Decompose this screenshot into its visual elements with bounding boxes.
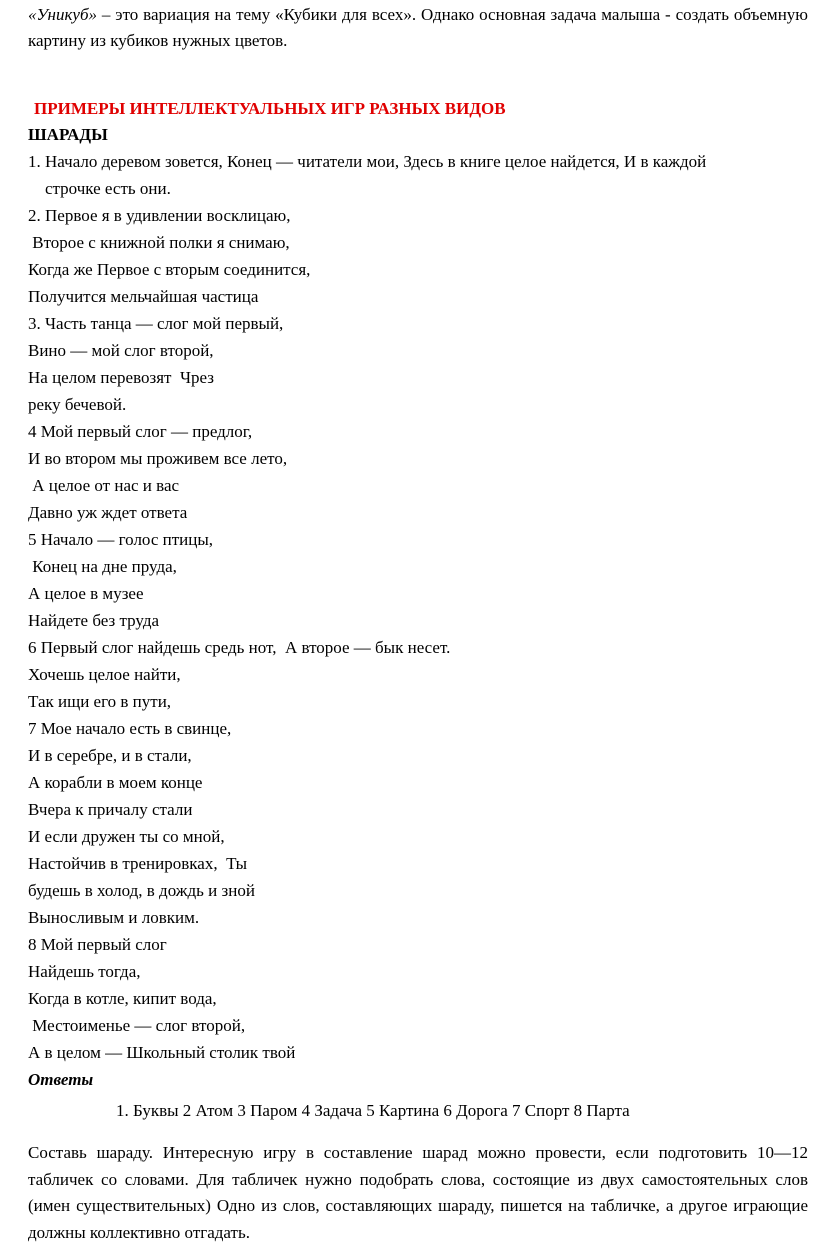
- charade-line: 6 Первый слог найдешь средь нот, А второе — бык несет.: [28, 638, 451, 657]
- charade-line: будешь в холод, в дождь и зной: [28, 881, 255, 900]
- intro-italic-title: «Уникуб»: [28, 5, 97, 24]
- charade-line: Настойчив в тренировках, Ты: [28, 854, 248, 873]
- charade-1: [28, 148, 808, 202]
- charade-1-first-line: 1. Начало деревом зовется, Конец — читатели мои, Здесь в книге целое найдется, И в каждой: [28, 152, 707, 171]
- charade-line: реку бечевой.: [28, 395, 127, 414]
- charade-line: А целое от нас и вас: [28, 476, 180, 495]
- final-paragraph: Составь шараду. Интересную игру в составление шарад можно провести, если подготовить 10—12 табличек со словами. Для табличек нужно подобрать слова, состоящие из двух самостоятельных слов (имен существительных) Одно из слов, составляющих шараду, пишется на табличке, а другое играющие должны коллективно отгадать.: [28, 1143, 808, 1242]
- charade-line: 4 Мой первый слог — предлог,: [28, 422, 253, 441]
- charade-line: Найдете без труда: [28, 611, 160, 630]
- charade-1-wrap-line: строчке есть они.: [45, 179, 171, 198]
- charade-line: И в серебре, и в стали,: [28, 746, 192, 765]
- charade-line: И если дружен ты со мной,: [28, 827, 225, 846]
- intro-text: – это вариация на тему «Кубики для всех». Однако основная задача малыша - создать объемную картину из кубиков нужных цветов.: [28, 5, 808, 50]
- charade-lines: [28, 202, 808, 1066]
- charade-line: 8 Мой первый слог: [28, 935, 167, 954]
- document-page: [28, 0, 808, 1246]
- charade-line: Конец на дне пруда,: [28, 557, 177, 576]
- charade-line: Найдешь тогда,: [28, 962, 141, 981]
- charade-line: Выносливым и ловким.: [28, 908, 200, 927]
- intro-paragraph: [28, 2, 808, 54]
- charade-line: Второе с книжной полки я снимаю,: [28, 233, 290, 252]
- charade-line: Давно уж ждет ответа: [28, 503, 188, 522]
- charade-line: Вчера к причалу стали: [28, 800, 193, 819]
- answers-heading: Ответы: [28, 1070, 94, 1089]
- charade-line: Вино — мой слог второй,: [28, 341, 214, 360]
- charade-line: Когда в котле, кипит вода,: [28, 989, 217, 1008]
- charade-line: А корабли в моем конце: [28, 773, 203, 792]
- charade-line: Местоименье — слог второй,: [28, 1016, 246, 1035]
- charade-line: 3. Часть танца — слог мой первый,: [28, 314, 284, 333]
- charade-line: А в целом — Школьный столик твой: [28, 1043, 296, 1062]
- charade-line: А целое в музее: [28, 584, 144, 603]
- examples-heading: ПРИМЕРЫ ИНТЕЛЛЕКТУАЛЬНЫХ ИГР РАЗНЫХ ВИДОВ: [34, 99, 506, 118]
- answers-list: 1. Буквы 2 Атом 3 Паром 4 Задача 5 Картина 6 Дорога 7 Спорт 8 Парта: [116, 1101, 630, 1120]
- charades-heading: ШАРАДЫ: [28, 125, 108, 144]
- charade-line: 7 Мое начало есть в свинце,: [28, 719, 232, 738]
- charade-line: 2. Первое я в удивлении восклицаю,: [28, 206, 291, 225]
- charade-line: Получится мельчайшая частица: [28, 287, 259, 306]
- charade-line: На целом перевозят Чрез: [28, 368, 214, 387]
- charade-line: Так ищи его в пути,: [28, 692, 172, 711]
- charade-line: И во втором мы проживем все лето,: [28, 449, 288, 468]
- charade-line: 5 Начало — голос птицы,: [28, 530, 214, 549]
- charade-line: Хочешь целое найти,: [28, 665, 181, 684]
- charade-line: Когда же Первое с вторым соединится,: [28, 260, 311, 279]
